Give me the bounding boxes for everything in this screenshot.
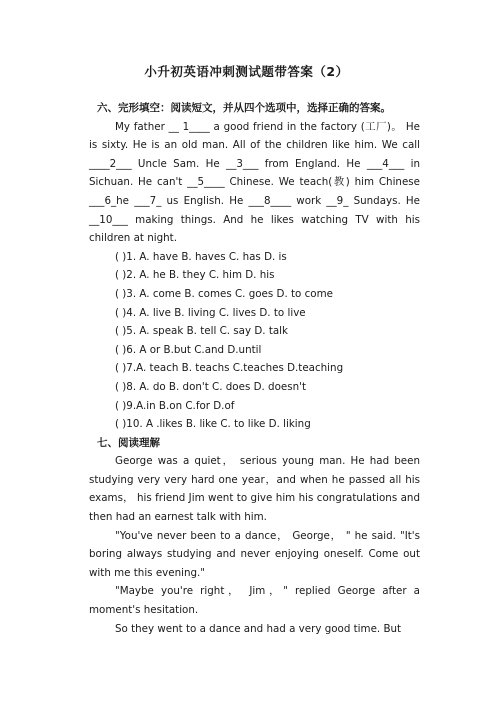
cloze-option: ( )9.A.in B.on C.for D.of: [115, 399, 235, 412]
cloze-option: ( )2. A. he B. they C. him D. his: [115, 269, 275, 282]
reading-paragraph: So they went to a dance and had a very good time. But: [115, 622, 402, 635]
reading-paragraph: "Maybe you're right， Jim，" replied George after a moment's hesitation.: [89, 585, 420, 617]
cloze-option: ( )5. A. speak B. tell C. say D. talk: [115, 325, 288, 338]
cloze-option: ( )8. A. do B. don't C. does D. doesn't: [115, 380, 306, 393]
section-heading: 七、阅读理解: [97, 436, 160, 449]
cloze-option: ( )4. A. live B. living C. lives D. to live: [115, 306, 306, 319]
cloze-options-list: [89, 248, 420, 434]
section-reading: [89, 434, 420, 639]
cloze-option: ( )7.A. teach B. teachs C.teaches D.teaching: [115, 362, 344, 375]
document-title: 小升初英语冲刺测试题带答案（2）: [144, 64, 349, 79]
cloze-option: ( )1. A. have B. haves C. has D. is: [115, 250, 287, 263]
cloze-passage: My father __ 1____ a good friend in the factory (工厂)。 He is sixty. He is an old man. All of the children like him. We call ____2___ Uncle Sam. He __3___ from England. He ___4___ in Sichuan. He can't __5____ Chinese. We teach(教) him Chinese ___6_he ___7_ us English. He ___8____ work __9_ Sundays. He __10___ making things. And he likes watching TV with his children at night.: [89, 120, 420, 245]
cloze-option: ( )3. A. come B. comes C. goes D. to come: [115, 287, 333, 300]
reading-paragraph: George was a quiet， serious young man. He had been studying very very hard one year，and when he passed all his exams， his friend Jim went to give him his congratulations and then had an earnest talk with him.: [89, 455, 420, 524]
section-heading: 六、完形填空：阅读短文，并从四个选项中，选择正确的答案。: [97, 102, 391, 114]
reading-paragraph: "You've never been to a dance， George， " he said. "It's boring always studying and never enjoying oneself. Come out with me this evening.": [89, 529, 420, 579]
section-cloze: [89, 99, 420, 434]
cloze-option: ( )6. A or B.but C.and D.until: [115, 343, 262, 356]
cloze-option: ( )10. A .likes B. like C. to like D. liking: [115, 418, 311, 431]
